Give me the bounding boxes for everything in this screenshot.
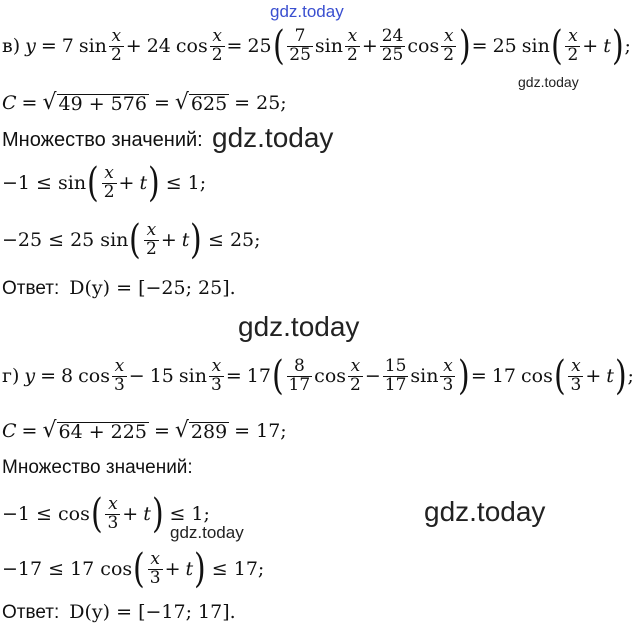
fraction: $\frac{x}{3}$: [149, 548, 161, 588]
equation-v: в) y = 7 sin $\frac{x}{2}$ + 24 cos $\frac{x}{2}$ = 25 ( $\frac{7}{25}$ sin $\frac{x}{2}$ + $\frac{24}{25}$ cos $\frac{x}{2}$ ) = 25 sin ( $\frac{x}{2}$ + t ) ;: [2, 23, 631, 69]
fraction: $\frac{x}{3}$: [107, 493, 119, 533]
watermark-big-1: gdz.today: [212, 122, 334, 153]
set-label-v: Множество значений:: [2, 129, 203, 151]
sqrt: √ 625: [174, 90, 228, 115]
fraction: $\frac{x}{2}$: [350, 355, 361, 395]
watermark-top: gdz.today: [270, 2, 344, 21]
fraction: $\frac{x}{2}$: [443, 25, 455, 65]
fraction: $\frac{7}{25}$: [289, 25, 311, 65]
inequality-1-v: −1 ≤ sin ( $\frac{x}{2}$ + t ) ≤ 1;: [2, 160, 207, 206]
sqrt: √ 49 + 576: [42, 90, 147, 115]
fraction: $\frac{x}{2}$: [146, 219, 157, 259]
fraction: $\frac{x}{2}$: [103, 162, 115, 202]
fraction: $\frac{24}{25}$: [381, 25, 404, 65]
sqrt: √ 64 + 225: [42, 418, 147, 443]
amplitude-line-v: C = √ 49 + 576 = √ 625 = 25;: [2, 90, 287, 115]
fraction: $\frac{x}{2}$: [110, 25, 122, 65]
set-label-g: Множество значений:: [2, 457, 193, 478]
fraction: $\frac{x}{2}$: [567, 25, 579, 65]
fraction: $\frac{x}{2}$: [211, 25, 223, 65]
sqrt: √ 289: [174, 418, 228, 443]
watermark-small-2: gdz.today: [170, 523, 244, 542]
answer-v: Ответ: D(y) = [−25; 25].: [2, 277, 236, 299]
watermark-small-1: gdz.today: [518, 74, 579, 90]
fraction: $\frac{x}{3}$: [442, 355, 454, 395]
watermark-big-3: gdz.today: [424, 496, 546, 527]
fraction: $\frac{8}{17}$: [288, 355, 311, 395]
watermark-big-2: gdz.today: [238, 311, 360, 342]
inequality-1-g: −1 ≤ cos ( $\frac{x}{3}$ + t ) ≤ 1;: [2, 491, 210, 537]
fraction: $\frac{x}{2}$: [346, 25, 358, 65]
equation-g: г) y = 8 cos $\frac{x}{3}$ − 15 sin $\frac{x}{3}$ = 17 ( $\frac{8}{17}$ cos $\frac{x}{2}$ − $\frac{15}{17}$ sin $\frac{x}{3}$ ) = 17 cos ( $\frac{x}{3}$ + t ) ;: [2, 353, 634, 399]
fraction: $\frac{x}{3}$: [570, 355, 582, 395]
inequality-2-g: −17 ≤ 17 cos ( $\frac{x}{3}$ + t ) ≤ 17;: [2, 546, 265, 592]
inequality-2-v: −25 ≤ 25 sin ( $\frac{x}{2}$ + t ) ≤ 25;: [2, 217, 261, 263]
answer-g: Ответ: D(y) = [−17; 17].: [2, 601, 236, 623]
amplitude-line-g: C = √ 64 + 225 = √ 289 = 17;: [2, 418, 287, 443]
fraction: $\frac{15}{17}$: [384, 355, 407, 395]
fraction: $\frac{x}{3}$: [210, 355, 222, 395]
fraction: $\frac{x}{3}$: [113, 355, 125, 395]
